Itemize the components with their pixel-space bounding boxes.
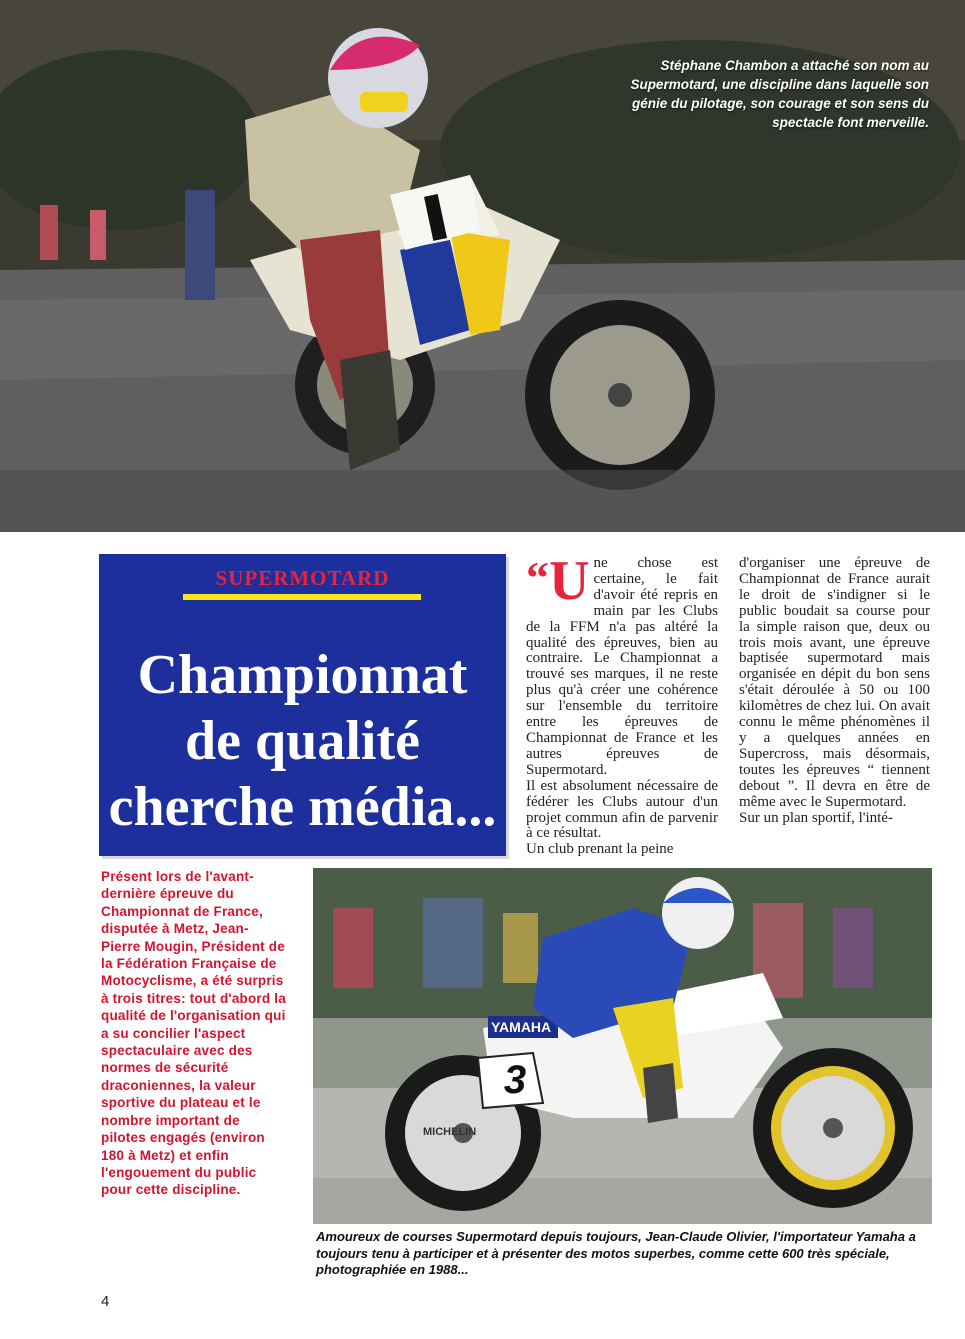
paragraph-2: Il est absolument nécessaire de fédérer les Clubs autour d'un projet commun afin de parvenir à ce résultat. <box>526 777 718 842</box>
top-photo <box>0 0 965 532</box>
paragraph-4: d'organiser une épreuve de Championnat de France aurait le droit de s'indigner si le public boudait sa course pour la simple raison que, deux ou trois mois avant, une épreuve baptisée supermotard mais organisée en dépit du bon sens s'était déroulée à 50 ou 100 kilomètres de chez lui. On avait connu le même phénomènes il y a quelques années en Supercross, mais désormais, toutes les épreuves “ tiennent debout ”. Il devra en être de même avec le Supermotard. <box>739 555 930 810</box>
paragraph-5: Sur un plan sportif, l'inté- <box>739 809 893 826</box>
section-label: SUPERMOTARD <box>215 566 390 590</box>
paragraph-1 <box>526 550 718 779</box>
top-photo-caption: Stéphane Chambon a attaché son nom au Supermotard, une discipline dans laquelle son génie du pilotage, son courage et son sens du spectacle font merveille. <box>630 58 929 130</box>
tire-brand-label: MICHELIN <box>423 1126 477 1138</box>
title-box <box>99 554 506 856</box>
bottom-photo-caption: Amoureux de courses Supermotard depuis toujours, Jean-Claude Olivier, l'importateur Yamaha a toujours tenu à participer et à présenter des motos superbes, comme cette 600 très spéciale, photographiée en 1988... <box>316 1229 916 1277</box>
paragraph-3: Un club prenant la peine <box>526 841 674 858</box>
section-underline <box>183 594 421 600</box>
bottom-photo <box>313 868 932 1224</box>
title-line-1: Championnat <box>137 644 468 706</box>
title-line-3: cherche média... <box>108 776 497 838</box>
article-column-2 <box>739 556 930 826</box>
intro-text: Présent lors de l'avant-dernière épreuve du Championnat de France, disputée à Metz, Jean-Pierre Mougin, Président de la Fédération Française de Motocyclisme, a été surpris à trois titres: tout d'abord la qualité de l'organisation qui a su concilier l'aspect spectaculaire avec des normes de sécurité draconiennes, la valeur sportive du plateau et le nombre important de pilotes engagés (environ 180 à Metz) et enfin l'engouement du public pour cette discipline. <box>101 869 286 1198</box>
drop-cap: U <box>549 550 590 612</box>
paragraph-1-text: ne chose est certaine, le fait d'avoir été repris en main par les Clubs de la FFM n'a pas altéré la qualité des épreuves, bien au contraire. Le Championnat a trouvé ses marques, il ne reste plus qu'à créer une cohérence sur l'ensemble du territoire entre les épreuves de Championnat de France et les autres épreuves de Supermotard. <box>526 555 718 778</box>
title-line-2: de qualité <box>185 710 420 772</box>
article-title <box>99 642 506 840</box>
article-column-1 <box>526 550 718 858</box>
page-number: 4 <box>101 1293 110 1310</box>
bike-number-plate: 3 <box>503 1058 527 1102</box>
bike-brand-label: YAMAHA <box>491 1019 552 1035</box>
rider-olivier-illustration <box>313 868 932 1224</box>
opening-quote: “ <box>526 552 549 603</box>
